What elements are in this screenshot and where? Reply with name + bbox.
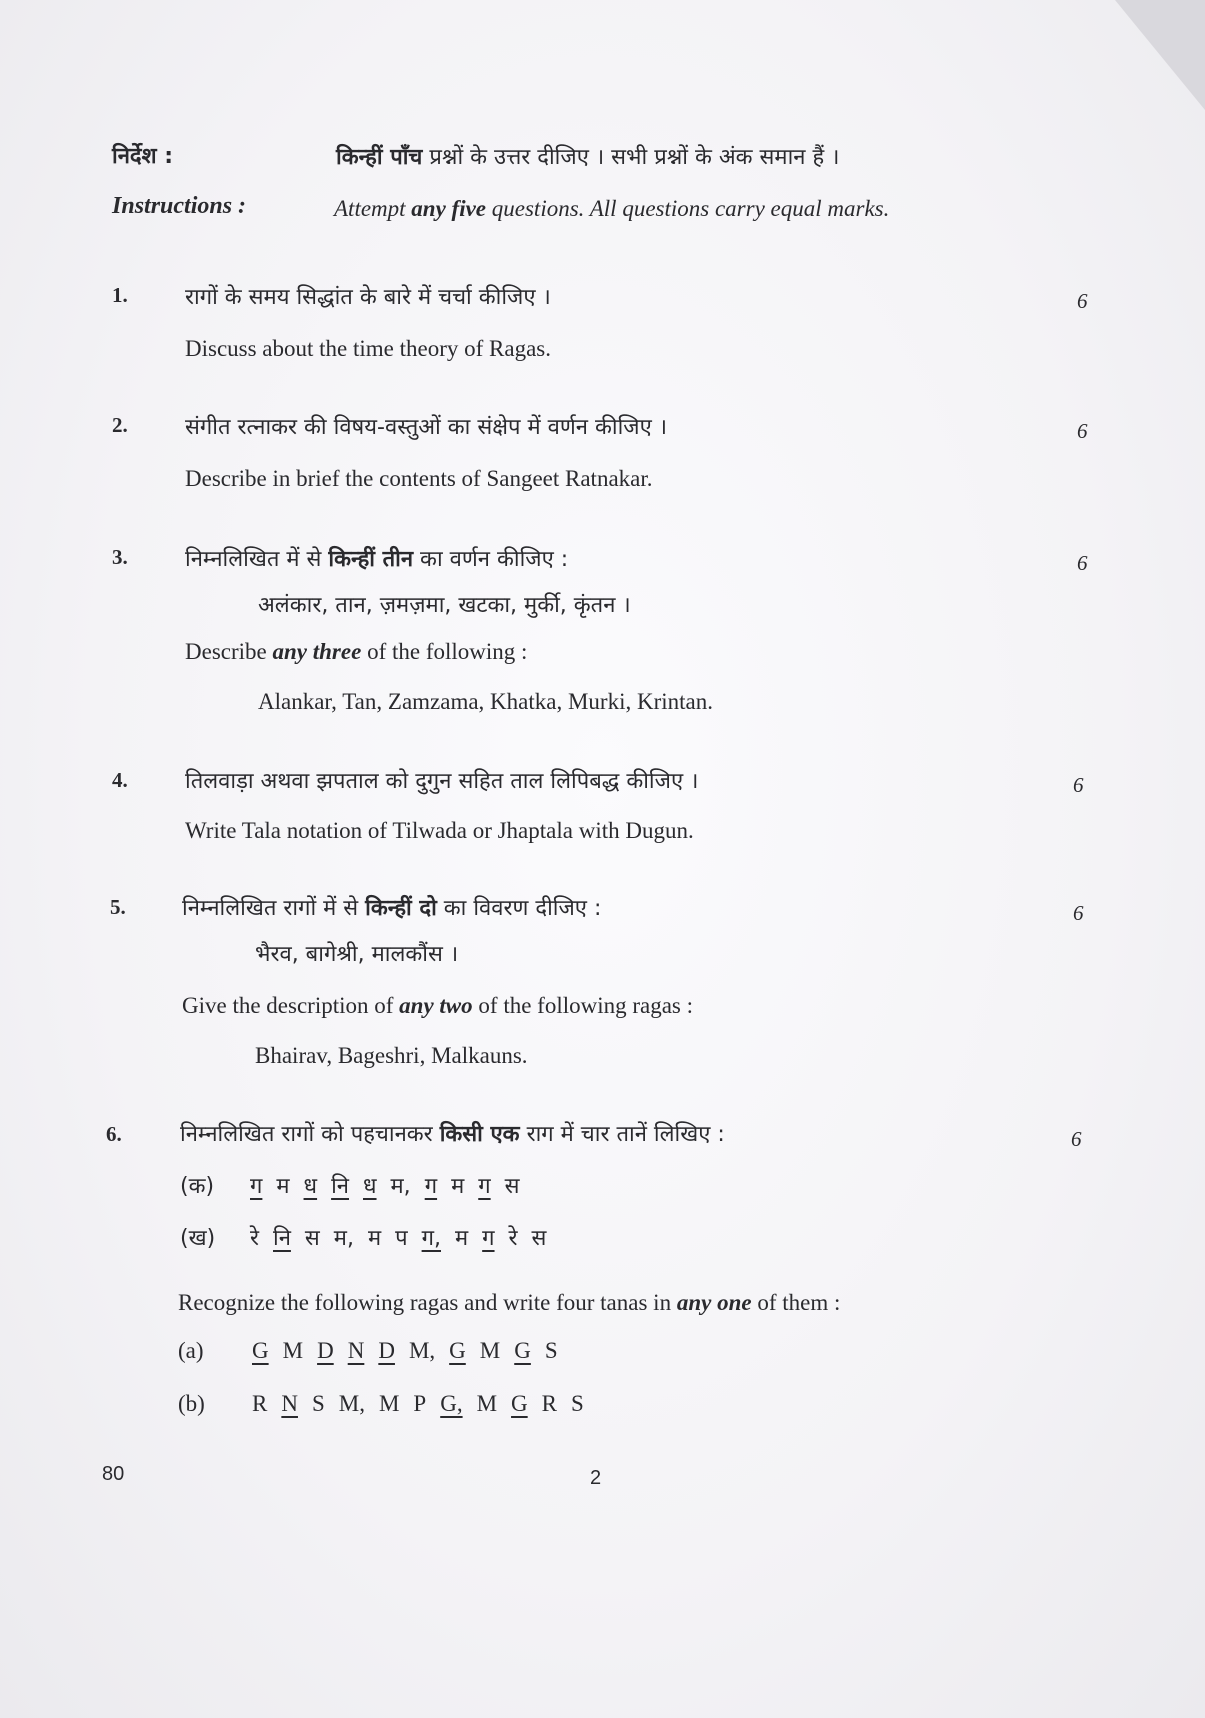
swara-note: R — [541, 1391, 558, 1416]
swara-note: ध — [363, 1174, 377, 1199]
question-5-hindi-list: भैरव, बागेश्री, मालकौंस । — [255, 942, 459, 967]
folded-corner — [1115, 0, 1205, 110]
question-1-number: 1. — [112, 283, 128, 307]
instructions-english-bold: any five — [411, 196, 487, 221]
swara-note: G, — [440, 1391, 463, 1416]
swara-note: D — [317, 1338, 334, 1363]
question-5-english-bold: any two — [399, 993, 473, 1018]
question-6-english-a-notation — [252, 1338, 572, 1364]
swara-note: G — [511, 1391, 528, 1416]
question-3-english-list: Alankar, Tan, Zamzama, Khatka, Murki, Krintan. — [258, 689, 713, 714]
question-6-hindi-post: राग में चार तानें लिखिए : — [519, 1122, 725, 1147]
question-6-hindi-a-label: (क) — [180, 1174, 215, 1199]
question-3-marks: 6 — [1077, 551, 1088, 575]
question-4-hindi: तिलवाड़ा अथवा झपताल को दुगुन सहित ताल लिपिबद्ध कीजिए । — [185, 769, 699, 794]
question-2-number: 2. — [112, 413, 128, 437]
swara-note: नि — [273, 1226, 291, 1251]
swara-note: M — [378, 1391, 400, 1416]
instructions-label-hindi: निर्देश : — [112, 144, 174, 169]
swara-note: म — [367, 1226, 382, 1251]
swara-note: S — [544, 1338, 558, 1363]
swara-note: रे — [250, 1226, 259, 1251]
question-5-english-pre: Give the description of — [182, 993, 400, 1018]
question-6-english-b-label: (b) — [178, 1391, 205, 1416]
swara-note: R — [252, 1391, 268, 1416]
swara-note: D — [378, 1338, 395, 1363]
swara-note: M — [479, 1338, 501, 1363]
question-5-hindi-pre: निम्नलिखित रागों में से — [182, 896, 366, 921]
swara-note: ग — [424, 1174, 438, 1199]
question-3-number: 3. — [112, 545, 128, 569]
swara-note: G — [252, 1338, 269, 1363]
instructions-hindi-rest: प्रश्नों के उत्तर दीजिए । सभी प्रश्नों के अंक समान हैं । — [422, 145, 840, 170]
instructions-label-english: Instructions : — [112, 193, 247, 219]
question-1-marks: 6 — [1077, 289, 1088, 313]
question-5-english-list: Bhairav, Bageshri, Malkauns. — [255, 1043, 528, 1068]
swara-note: M, — [338, 1391, 365, 1416]
question-6-english-pre: Recognize the following ragas and write four tanas in — [178, 1290, 677, 1315]
question-6-hindi — [180, 1118, 725, 1148]
swara-note: ध — [303, 1174, 318, 1199]
question-6-hindi-pre: निम्नलिखित रागों को पहचानकर — [180, 1122, 440, 1147]
swara-note: ग — [250, 1174, 263, 1199]
swara-note: G — [449, 1338, 466, 1363]
swara-note: G — [514, 1338, 531, 1363]
question-6-hindi-a-notation — [250, 1170, 534, 1200]
question-3-hindi-pre: निम्नलिखित में से — [185, 547, 329, 572]
instructions-text-english — [334, 196, 889, 222]
question-4-number: 4. — [112, 768, 128, 792]
question-5-hindi-post: का विवरण दीजिए : — [436, 896, 602, 921]
question-5-number: 5. — [110, 895, 126, 919]
instructions-text-hindi — [336, 141, 840, 171]
question-3-hindi-bold: किन्हीं तीन — [328, 547, 414, 572]
question-3-hindi-post: का वर्णन कीजिए : — [413, 547, 569, 572]
instructions-english-pre: Attempt — [334, 196, 412, 221]
swara-note: S — [571, 1391, 584, 1416]
question-4-english: Write Tala notation of Tilwada or Jhaptala with Dugun. — [185, 818, 694, 843]
question-5-marks: 6 — [1073, 901, 1084, 925]
question-3-hindi — [185, 543, 568, 573]
paper-code: 80 — [102, 1463, 125, 1485]
swara-note: ग — [482, 1226, 495, 1251]
swara-note: ग — [478, 1174, 491, 1199]
swara-note: स — [531, 1226, 547, 1251]
question-1-english: Discuss about the time theory of Ragas. — [185, 336, 552, 361]
instructions-hindi-bold: किन्हीं पाँच — [336, 145, 423, 170]
question-4-marks: 6 — [1073, 773, 1084, 797]
question-3-english-pre: Describe — [185, 639, 273, 664]
question-6-english-b-notation — [252, 1391, 598, 1417]
question-6-number: 6. — [106, 1122, 122, 1146]
swara-note: म — [451, 1174, 465, 1199]
swara-note: प — [395, 1226, 408, 1251]
question-5-english-post: of the following ragas : — [472, 993, 694, 1018]
question-3-english-post: of the following : — [361, 639, 528, 664]
question-2-hindi: संगीत रत्नाकर की विषय-वस्तुओं का संक्षेप में वर्णन कीजिए । — [185, 415, 668, 440]
swara-note: नि — [331, 1174, 349, 1199]
swara-note: म — [276, 1174, 290, 1199]
question-6-hindi-b-label: (ख) — [180, 1226, 216, 1251]
question-2-english: Describe in brief the contents of Sangeet Ratnakar. — [185, 466, 653, 491]
question-2-marks: 6 — [1077, 419, 1088, 443]
question-6-english-a-label: (a) — [178, 1338, 204, 1363]
instructions-english-post: questions. All questions carry equal marks. — [486, 196, 890, 221]
question-3-english-bold: any three — [272, 639, 362, 664]
swara-note: स — [304, 1226, 320, 1251]
swara-note: स — [504, 1174, 520, 1199]
question-3-english — [185, 639, 527, 665]
question-6-hindi-bold: किसी एक — [439, 1122, 520, 1147]
swara-note: N — [347, 1338, 365, 1363]
swara-note: P — [413, 1391, 427, 1416]
question-6-english-bold: any one — [676, 1290, 752, 1315]
swara-note: S — [311, 1391, 325, 1416]
question-6-english-post: of them : — [751, 1290, 841, 1315]
question-6-english — [178, 1290, 840, 1316]
question-1-hindi: रागों के समय सिद्धांत के बारे में चर्चा कीजिए । — [185, 285, 551, 310]
question-5-hindi-bold: किन्हीं दो — [365, 896, 437, 921]
question-6-hindi-b-notation — [250, 1222, 560, 1252]
swara-note: ग, — [421, 1226, 441, 1251]
question-5-hindi — [182, 892, 601, 922]
question-5-english — [182, 993, 693, 1019]
swara-note: N — [281, 1391, 298, 1416]
page-number: 2 — [590, 1467, 602, 1489]
swara-note: M — [476, 1391, 498, 1416]
question-3-hindi-list: अलंकार, तान, ज़मज़मा, खटका, मुर्की, कृंतन । — [258, 593, 631, 618]
swara-note: म, — [390, 1174, 411, 1199]
question-6-marks: 6 — [1071, 1127, 1082, 1151]
swara-note: M, — [408, 1338, 436, 1363]
swara-note: M — [282, 1338, 304, 1363]
swara-note: म — [455, 1226, 469, 1251]
swara-note: म, — [333, 1226, 354, 1251]
swara-note: रे — [508, 1226, 518, 1251]
